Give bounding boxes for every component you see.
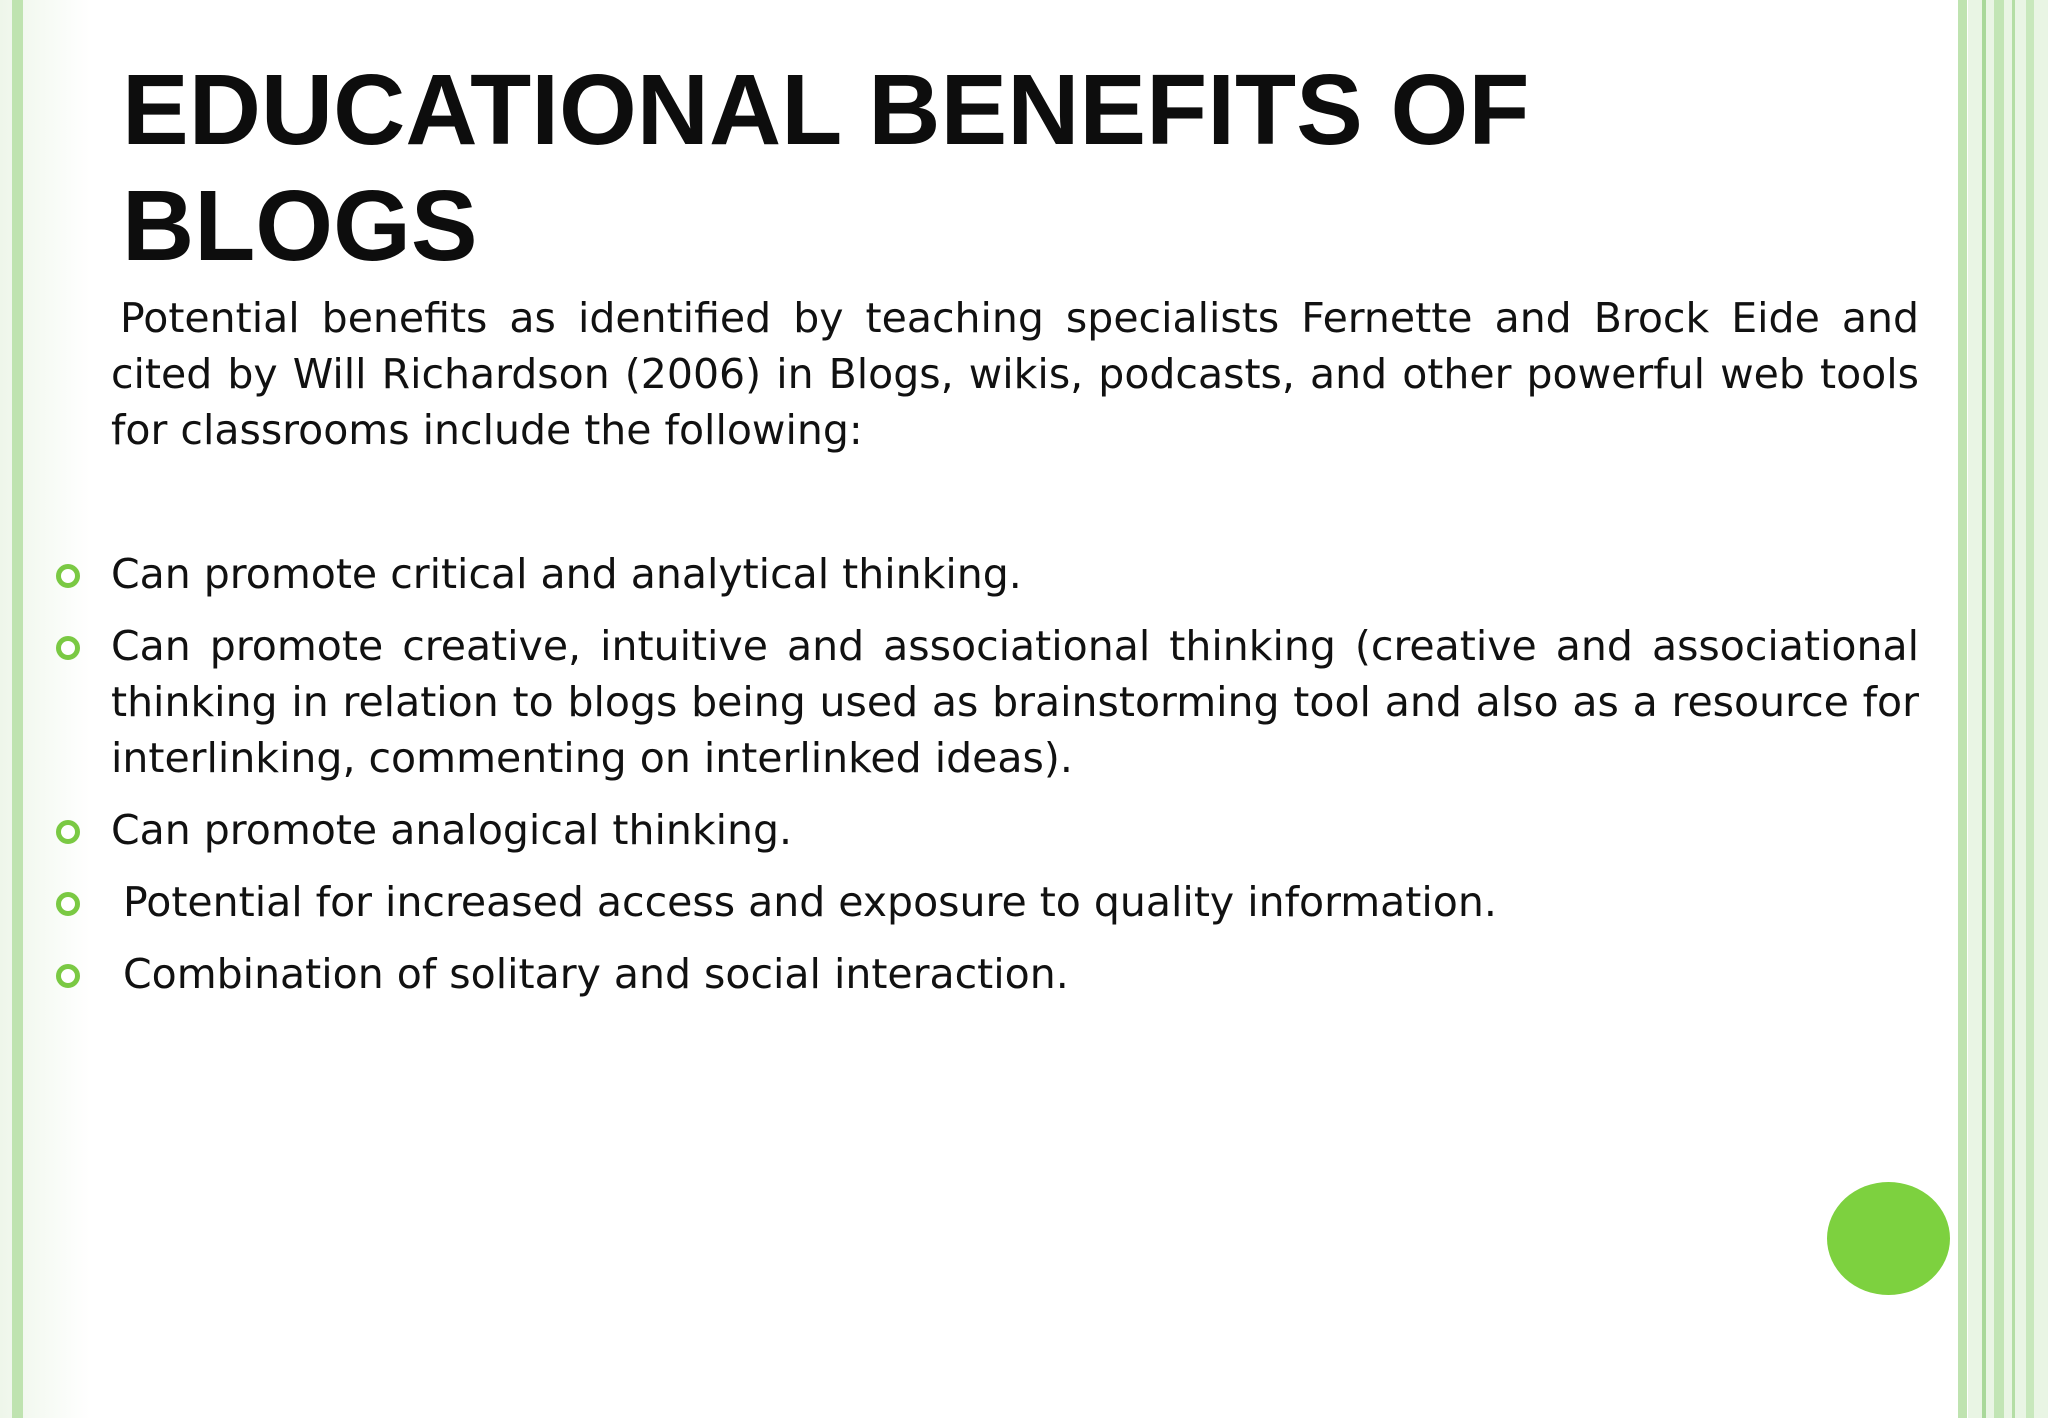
list-item [0, 946, 1919, 1002]
right-decorative-stripe [2012, 0, 2015, 1418]
bullet-text: Can promote creative, intuitive and associational thinking (creative and associational thinking in relation to blogs being used as brainstorming tool and also as a resource for interlinking, commenting on interlinked ideas). [111, 622, 1919, 782]
list-item [0, 802, 1919, 858]
hollow-circle-bullet-icon [56, 892, 80, 916]
bullet-text: Potential for increased access and exposure to quality information. [123, 878, 1497, 926]
right-decorative-stripe [2026, 0, 2034, 1418]
bullet-text: Combination of solitary and social interaction. [123, 950, 1069, 998]
list-item [0, 546, 1919, 602]
intro-paragraph: Potential benefits as identified by teaching specialists Fernette and Brock Eide and cited by Will Richardson (2006) in Blogs, wikis, podcasts, and other powerful web tools for classrooms include the following: [111, 294, 1919, 454]
bullet-list [0, 546, 1920, 1018]
right-decorative-stripe [1982, 0, 1986, 1418]
list-item [0, 874, 1919, 930]
hollow-circle-bullet-icon [56, 636, 80, 660]
hollow-circle-bullet-icon [56, 964, 80, 988]
slide-title: EDUCATIONAL BENEFITS OF BLOGS [122, 54, 1530, 282]
right-decorative-stripe [1958, 0, 1967, 1418]
hollow-circle-bullet-icon [56, 564, 80, 588]
green-circle-decoration [1827, 1182, 1950, 1295]
right-decorative-panel [1968, 0, 2048, 1418]
bullet-text: Can promote critical and analytical thinking. [111, 550, 1022, 598]
bullet-text: Can promote analogical thinking. [111, 806, 793, 854]
list-item [0, 618, 1919, 786]
right-decorative-stripe [1994, 0, 2004, 1418]
hollow-circle-bullet-icon [56, 820, 80, 844]
